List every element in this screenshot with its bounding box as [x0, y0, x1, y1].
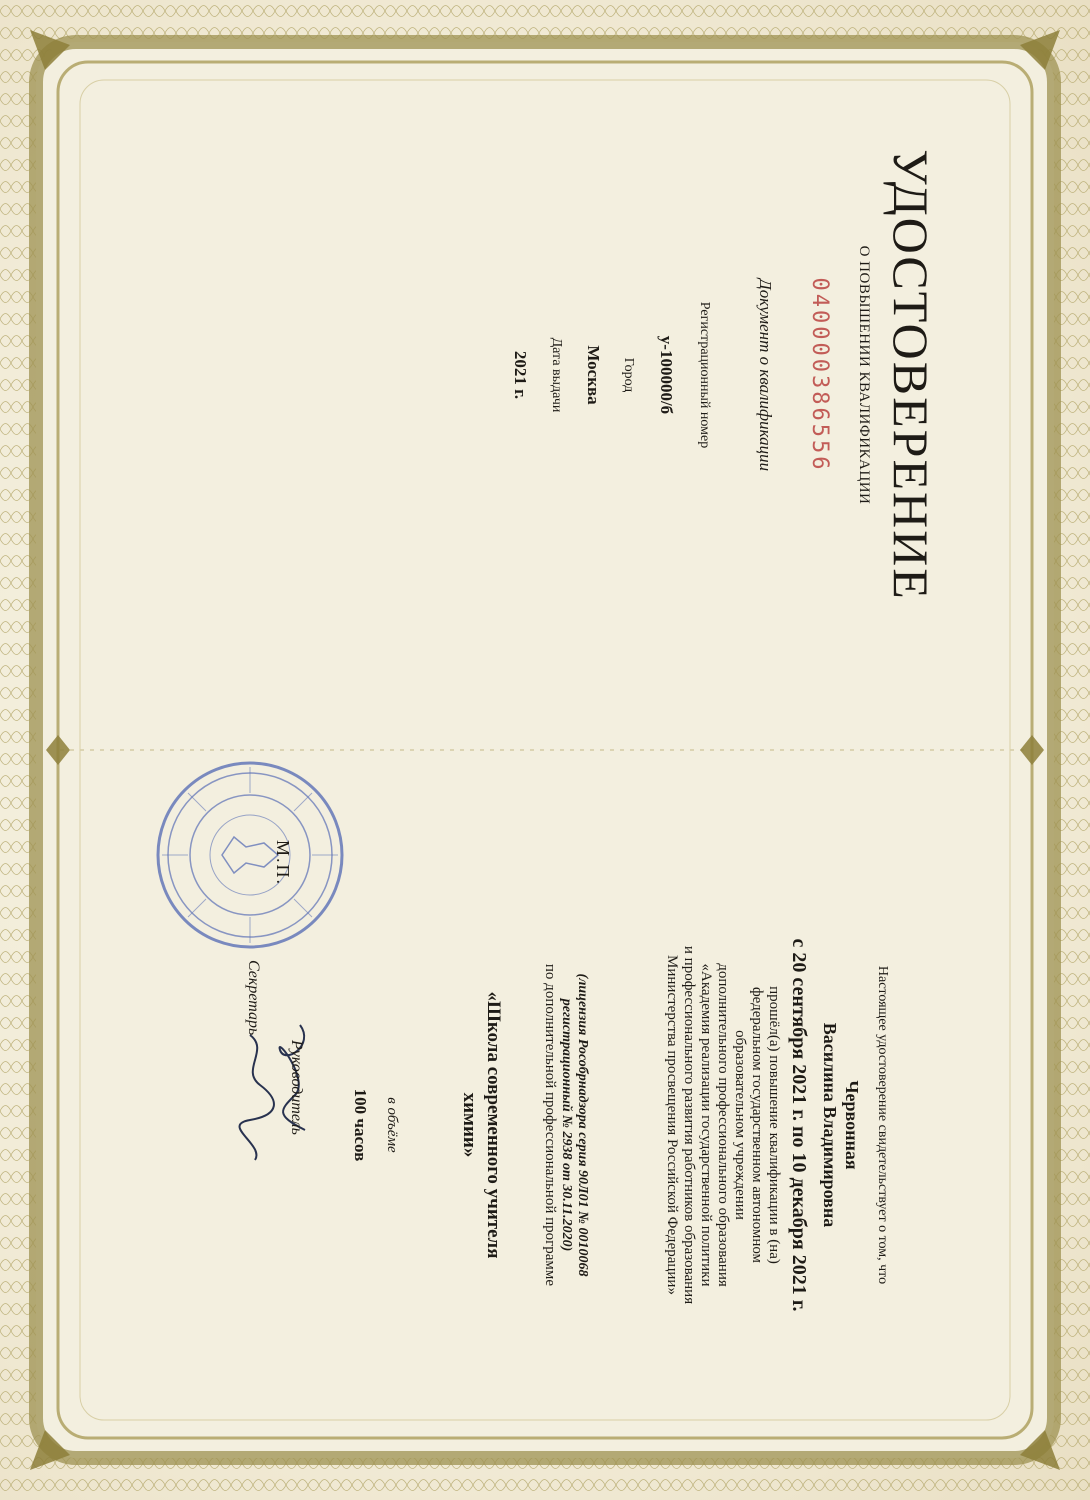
serial-number: 040000386556 [807, 277, 832, 473]
secretary-signature-label: Секретарь [245, 960, 262, 1036]
org-line: дополнительного профессионального образования [715, 963, 731, 1287]
training-period: с 20 сентября 2021 г. по 10 декабря 2021 г. [788, 938, 810, 1312]
volume-label: в объёме [384, 1097, 400, 1153]
org-line: прошёл(а) повышение квалификации в (на) [766, 986, 782, 1264]
document-type: Документ о квалификации [756, 278, 775, 472]
holder-surname: Червонная [842, 1080, 862, 1170]
registration-number: у-100000/б [657, 335, 676, 415]
document-subtitle: О ПОВЫШЕНИИ КВАЛИФИКАЦИИ [856, 245, 872, 505]
city-label: Город [621, 357, 636, 393]
org-line: Министерства просвещения Российской Федерации» [664, 955, 680, 1295]
official-seal-icon [150, 755, 350, 955]
license-line: регистрационный № 2938 от 30.11.2020) [559, 998, 574, 1252]
org-line: образовательном учреждении [732, 1030, 748, 1220]
org-line: федеральном государственном автономном [749, 986, 765, 1264]
program-intro: по дополнительной профессиональной программе [542, 963, 558, 1287]
issue-date-label: Дата выдачи [549, 337, 564, 413]
org-line: и профессионального развития работников образования [681, 945, 697, 1305]
registration-label: Регистрационный номер [697, 301, 712, 449]
signature-icon [230, 1020, 320, 1170]
holder-given-names: Василина Владимировна [820, 1022, 840, 1228]
head-signature-label: Руководитель [288, 1040, 305, 1135]
license-line: (лицензия Рособрнадзора серия 90Л01 № 0010068 [575, 973, 590, 1277]
license-info [558, 750, 590, 1500]
document-title: УДОСТОВЕРЕНИЕ [883, 149, 939, 601]
intro-text: Настоящее удостоверение свидетельствует о том, что [875, 965, 890, 1285]
organization-block [663, 750, 782, 1500]
org-line: «Академия реализации государственной политики [698, 963, 714, 1287]
city-value: Москва [584, 345, 603, 405]
details-panel [0, 750, 1090, 1500]
program-title [457, 750, 505, 1500]
volume-hours: 100 часов [351, 1088, 370, 1162]
program-title-line: химии» [459, 1092, 480, 1158]
stamp-mark: М.П. [273, 840, 293, 887]
issue-date: 2021 г. [511, 350, 530, 400]
program-title-line: «Школа современного учителя [483, 991, 504, 1259]
